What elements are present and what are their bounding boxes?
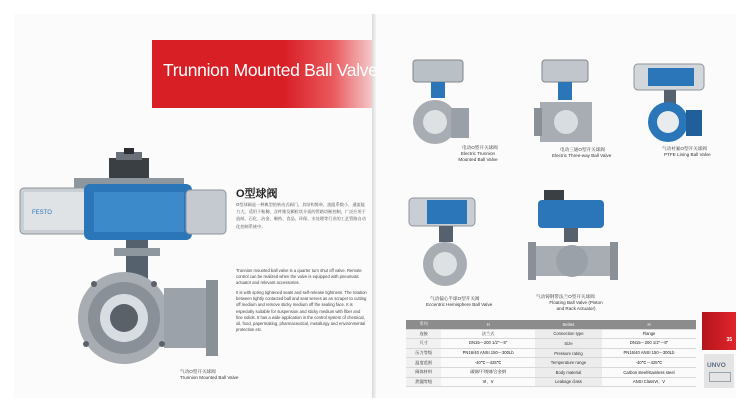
spec-table (406, 320, 696, 387)
floating-ball-valve-image (528, 186, 618, 290)
product-caption-cn: 电动三通O型开关球阀 (560, 147, 605, 152)
product-caption-cn: 电动O型开关球阀 (462, 145, 498, 150)
spec-header-cell: Series (535, 320, 602, 329)
product-caption-cn: 气动衬氟O型开关球阀 (662, 146, 707, 151)
electric-three-way-valve-image (532, 58, 602, 150)
main-valve-image (14, 148, 236, 368)
spec-label-en: Connection type (535, 329, 602, 339)
brand-logo (704, 354, 734, 388)
actuator-brand-label: FESTO (32, 210, 52, 216)
spec-table-row (406, 329, 696, 339)
spec-table-row (406, 339, 696, 349)
spec-value-en: -40℃～425℃ (602, 358, 696, 368)
main-caption-cn: 气动O型开关球阀 (180, 369, 216, 374)
spec-label-cn: 泄漏等级 (406, 377, 441, 387)
product-caption-en: Electric Trunnion Mounted Ball Valve (458, 151, 498, 162)
spec-value-cn: 碳钢/不锈钢/合金钢 (441, 367, 535, 377)
spec-table-row (406, 367, 696, 377)
spec-value-en: PN16/40 ANSI 150～300Lb (602, 348, 696, 358)
spec-label-en: Leakage class (535, 377, 602, 387)
english-description-1: Trunnion mounted ball valve is a quarter turn shut off valve. Remote control can be realized when the valve is equipped with pneumatic actuator and relevant accessories. (236, 268, 362, 286)
spec-label-cn: 压力等级 (406, 348, 441, 358)
electric-trunnion-valve-image (405, 56, 477, 148)
spec-value-en: ANSI ClassⅥ、Ⅴ (602, 377, 696, 387)
spec-label-cn: 温度范围 (406, 358, 441, 368)
page-title: Trunnion Mounted Ball Valve (163, 60, 378, 80)
spec-label-cn: 连接 (406, 329, 441, 339)
brand-logo-text: UNVO (707, 362, 726, 369)
chinese-description: O型球阀是一种典型的转动式阀门，其结构简单，流阻系数小，通流能力大，适用于粘稠、含纤维及颗粒状介质的管路切断控制，广泛应用于造纸、石化、冶金、制药、食品、环保、水处理等行业的工艺管路自动化控制系统中。 (236, 202, 366, 229)
spec-value-en: DN15～200 1/2"～8" (602, 339, 696, 349)
spec-label-cn: 尺寸 (406, 339, 441, 349)
logo-mark-icon (709, 372, 731, 382)
ptfe-lining-valve-image (628, 60, 714, 146)
spec-value-cn: PN16/40 ANSI 150～300Lb (441, 348, 535, 358)
spec-label-en: Body material (535, 367, 602, 377)
product-caption-cn: 气动铸钢带法兰O型开关球阀 (536, 294, 595, 299)
product-caption-en: Eccentric Hemisphere Ball Valve (426, 302, 493, 307)
spec-label-en: Pressure rating (535, 348, 602, 358)
english-description-2: It is with spring tightened seats and self-release tightness. The rotation between tightly contacted ball and seat serves as an scraper to cutting off medium and remove sticky medium off the sealing face. It is especially suitable for suspension and sticky medium with fiber and fine solids. It has a wide application in the control system of chemical, oil, food, papermaking, pharmaceutical, metallurgy and environmental protection etc. (236, 290, 367, 333)
eccentric-hemisphere-valve-image (405, 188, 487, 288)
spec-value-cn: DN15～200 1/2"～8" (441, 339, 535, 349)
page-number-tab (702, 312, 736, 350)
spec-value-cn: -40℃～425℃ (441, 358, 535, 368)
page-number: 35 (726, 337, 732, 343)
spec-header-cell: H (441, 320, 535, 329)
product-caption-cn: 气动偏心半球O型开关阀 (430, 296, 480, 301)
spec-label-en: Size (535, 339, 602, 349)
spec-header-cell: 系列 (406, 320, 441, 329)
spec-value-cn: 法兰式 (441, 329, 535, 339)
spec-label-en: Temperature range (535, 358, 602, 368)
product-caption-en: Electric Three-way Ball Valve (552, 153, 612, 158)
main-caption-en: Trunnion Mounted Ball Valve (180, 375, 239, 380)
product-caption-en: PTFE Lining Ball Valve (664, 152, 711, 157)
product-caption-en: Floating Ball Valve (Piston and Rack Actuator) (549, 300, 603, 311)
spec-table-row (406, 377, 696, 387)
spec-value-cn: Ⅵ、Ⅴ (441, 377, 535, 387)
section-title: O型球阀 (236, 188, 278, 200)
spec-table-header (406, 320, 696, 329)
spec-table-row (406, 358, 696, 368)
spec-value-en: Carbon steel/stainless steel (602, 367, 696, 377)
spec-table-row (406, 348, 696, 358)
spec-label-cn: 阀体材料 (406, 367, 441, 377)
spec-value-en: Flange (602, 329, 696, 339)
spec-header-cell: H (602, 320, 696, 329)
